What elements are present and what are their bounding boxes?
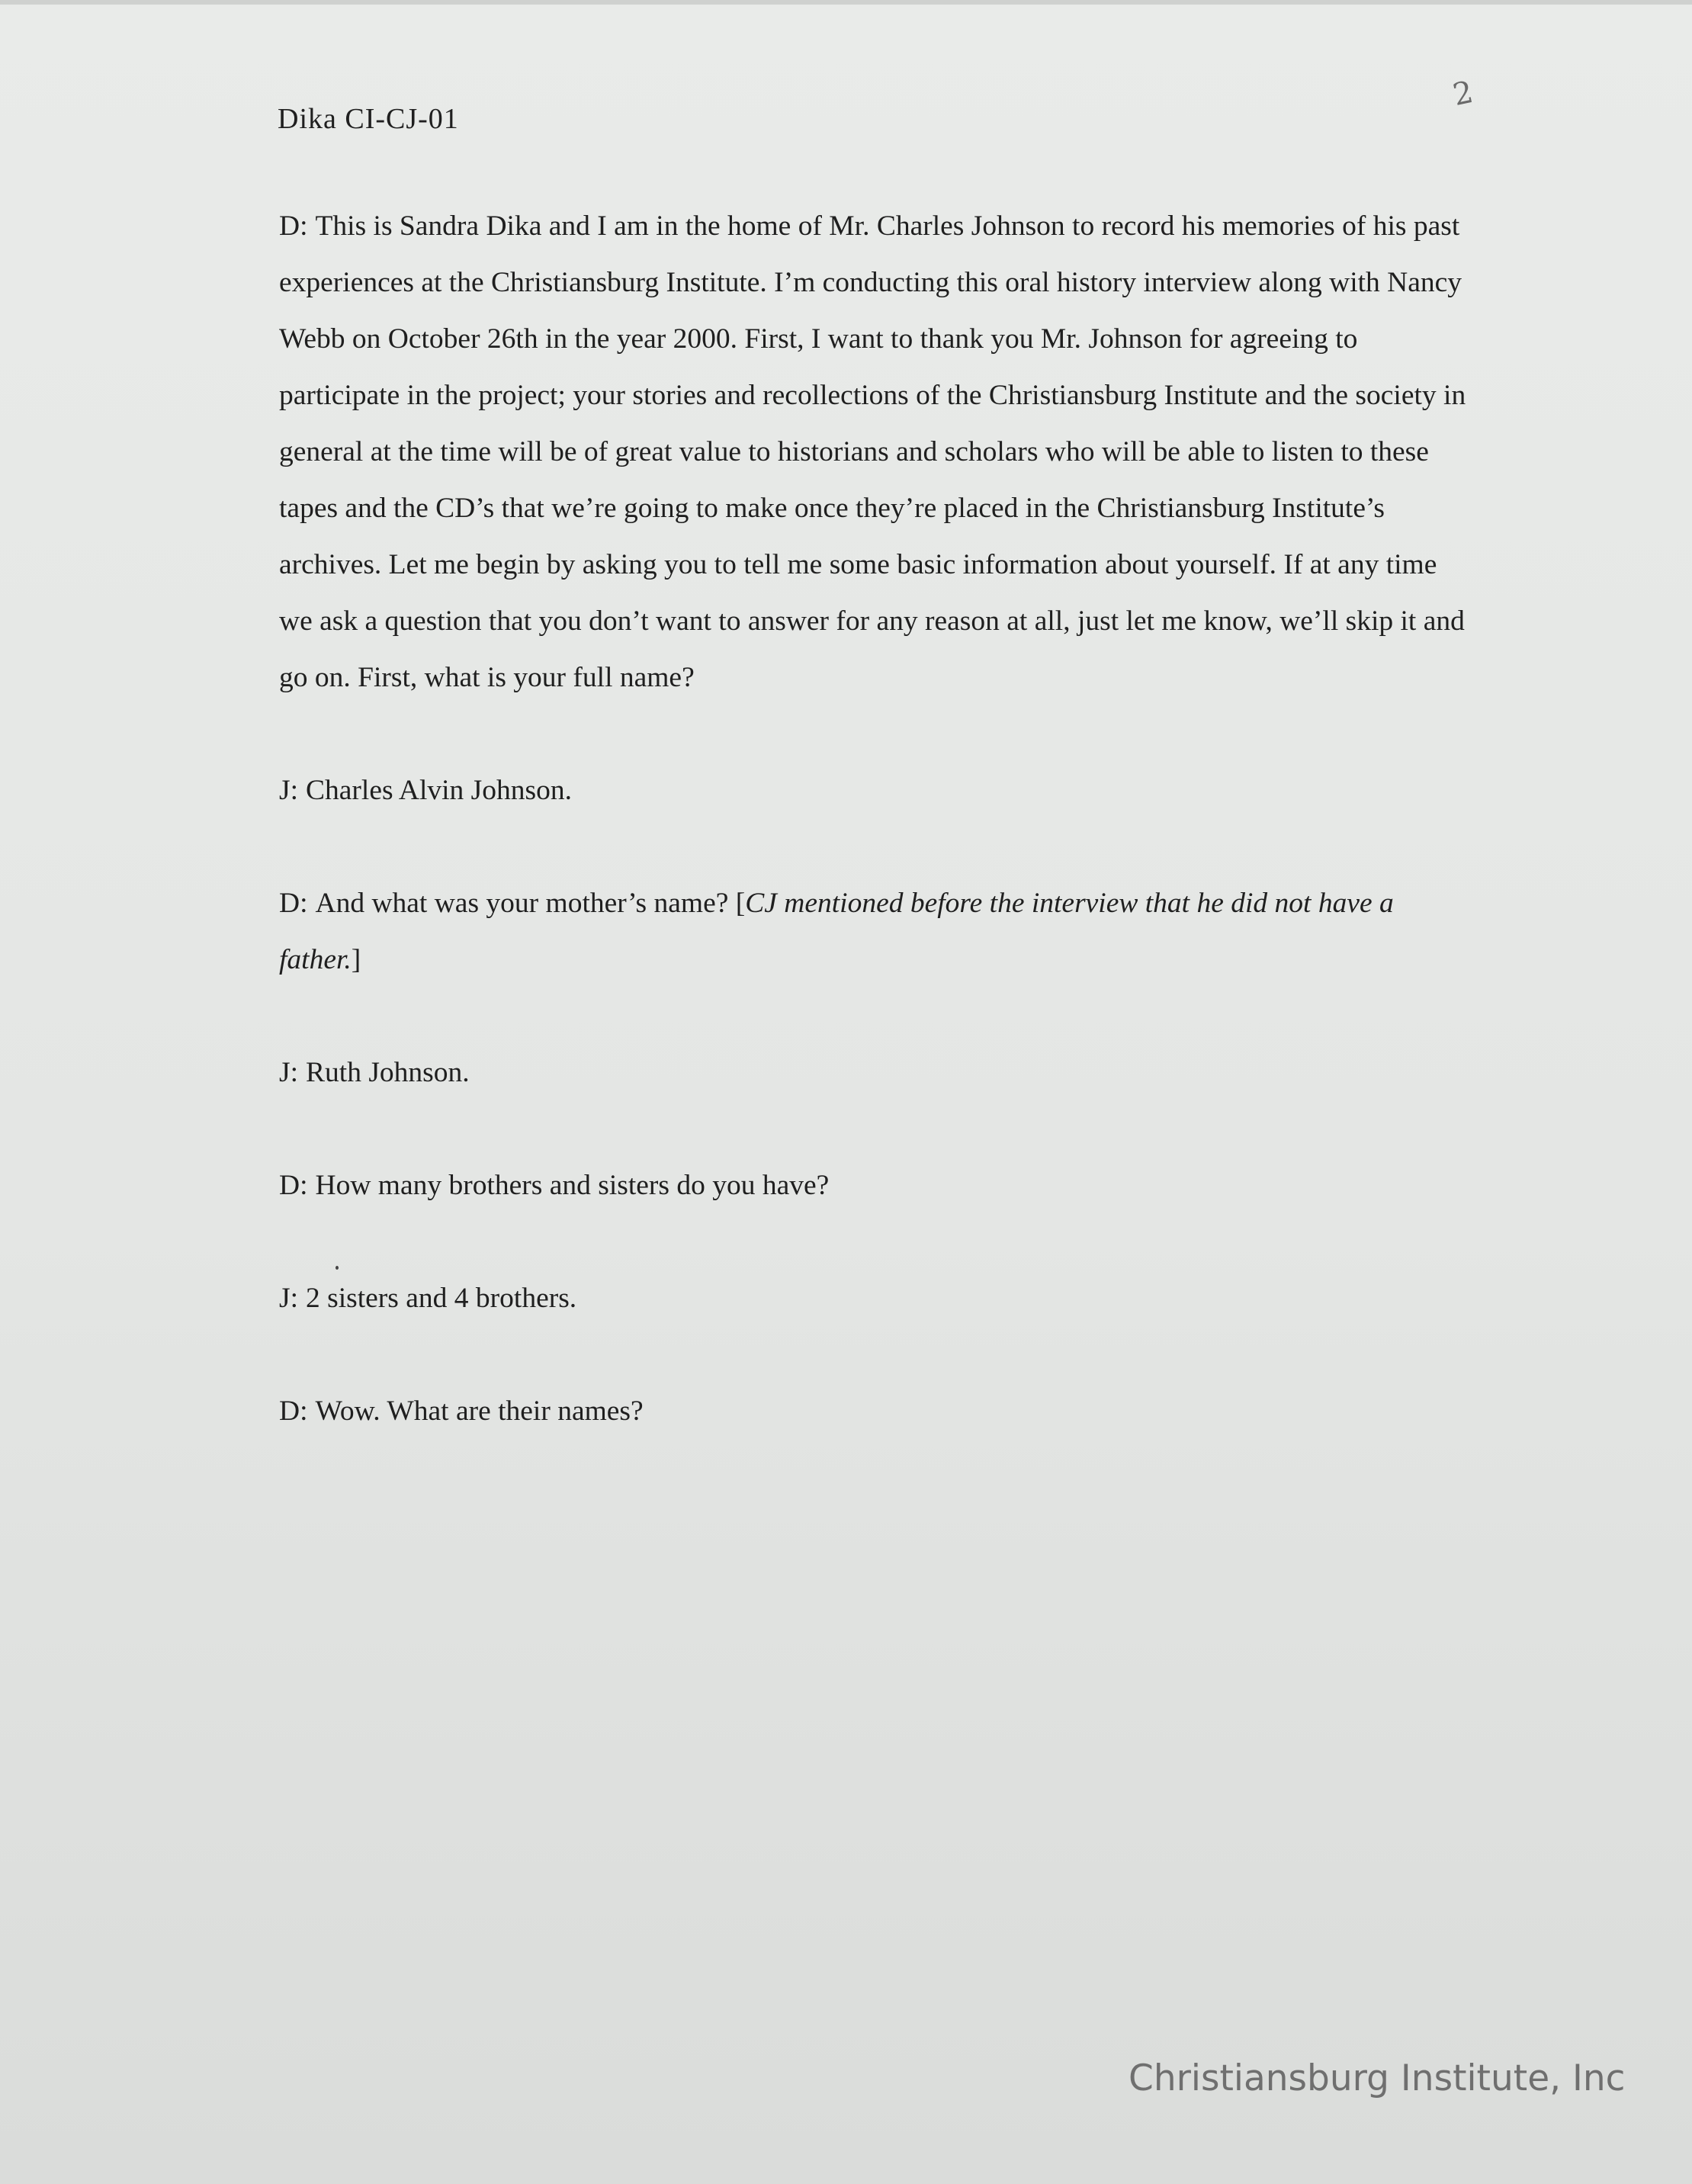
turn-text: Charles Alvin Johnson.: [306, 775, 572, 806]
handwritten-page-number: 2: [1450, 74, 1476, 114]
transcript-turn: [279, 1158, 1469, 1214]
interview-transcript: [279, 198, 1469, 1496]
editorial-note: CJ mentioned before the interview that he did not have a father.: [279, 888, 1394, 975]
turn-text: And what was your mother’s name? [: [315, 888, 746, 919]
speaker-label: D:: [279, 1396, 308, 1427]
watermark: Christiansburg Institute, Inc: [1129, 2057, 1626, 2099]
stray-ink-mark: [336, 1266, 339, 1270]
turn-text: Wow. What are their names?: [315, 1396, 644, 1427]
transcript-turn: [279, 1383, 1469, 1440]
transcript-turn: [279, 875, 1469, 988]
speaker-label: J:: [279, 1283, 299, 1314]
scan-edge: [0, 0, 1692, 5]
speaker-label: D:: [279, 888, 308, 919]
speaker-label: D:: [279, 210, 308, 242]
turn-text: 2 sisters and 4 brothers.: [306, 1283, 577, 1314]
speaker-label: J:: [279, 1057, 299, 1088]
transcript-turn: [279, 198, 1469, 706]
speaker-label: J:: [279, 775, 299, 806]
document-id: Dika CI-CJ-01: [278, 103, 459, 135]
turn-text: This is Sandra Dika and I am in the home of Mr. Charles Johnson to record his memories of his past experiences at the Christiansburg Institute. I’m conducting this oral history interview along with Nancy Webb on October 26th in the year 2000. First, I want to thank you Mr. Johnson for agreeing to participate in the project; your stories and recollections of the Christiansburg Institute and the society in general at the time will be of great value to historians and scholars who will be able to listen to these tapes and the CD’s that we’re going to make once they’re placed in the Christiansburg Institute’s archives. Let me begin by asking you to tell me some basic information about yourself. If at any time we ask a question that you don’t want to answer for any reason at all, just let me know, we’ll skip it and go on. First, what is your full name?: [279, 210, 1466, 693]
speaker-label: D:: [279, 1170, 308, 1201]
transcript-turn: [279, 1270, 1469, 1327]
turn-text: How many brothers and sisters do you have?: [315, 1170, 830, 1201]
turn-text: Ruth Johnson.: [306, 1057, 470, 1088]
transcript-turn: [279, 1045, 1469, 1101]
transcript-turn: [279, 763, 1469, 819]
bracket-close: ]: [351, 944, 361, 975]
